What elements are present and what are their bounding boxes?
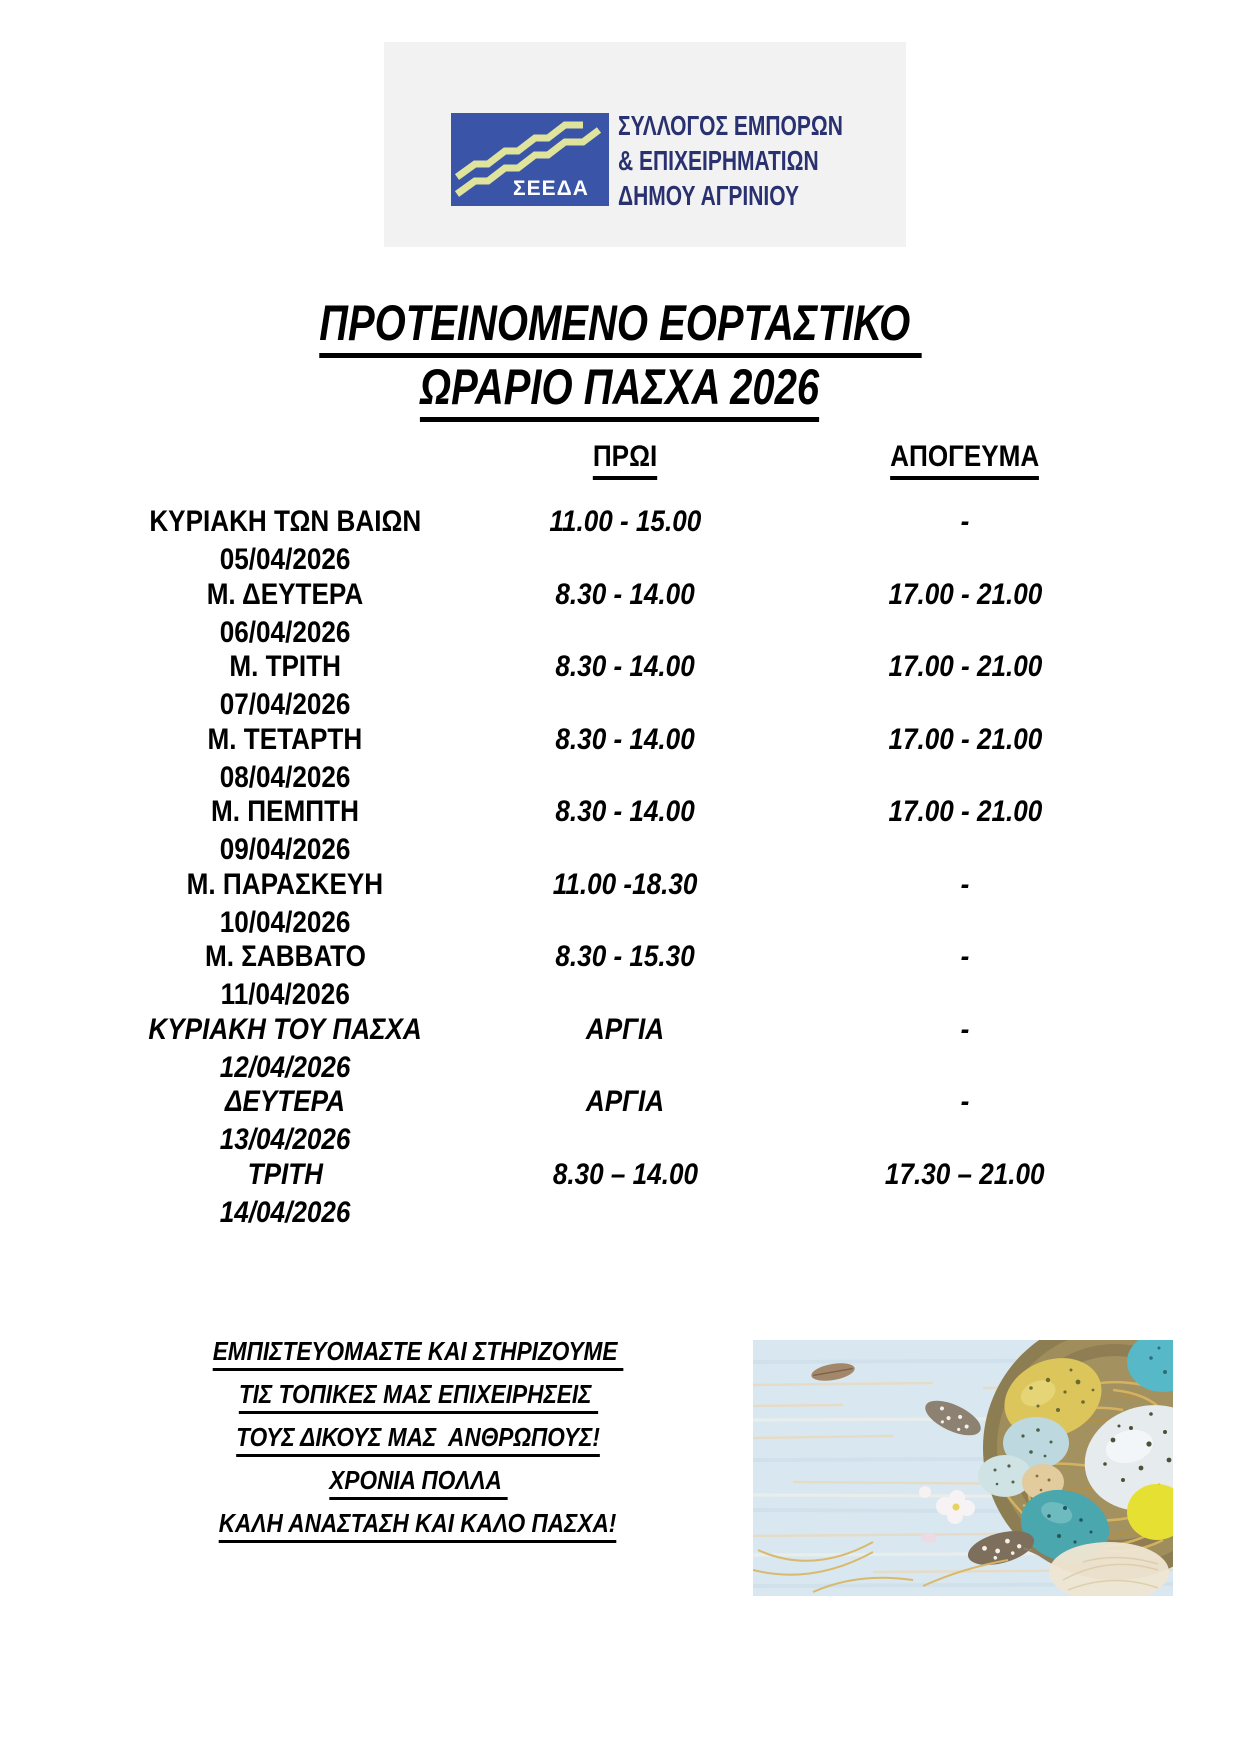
date-label: 14/04/2026 xyxy=(219,1195,351,1229)
day-label: Μ. ΤΡΙΤΗ xyxy=(229,650,341,683)
slogan-line-3: ΤΟΥΣ ΔΙΚΟΥΣ ΜΑΣ ΑΝΘΡΩΠΟΥΣ! xyxy=(236,1422,600,1457)
page-title-line1: ΠΡΟΤΕΙΝΟΜΕΝΟ ΕΟΡΤΑΣΤΙΚΟ xyxy=(319,294,921,358)
morning-hours: 11.00 - 15.00 xyxy=(549,505,701,538)
morning-hours: 8.30 – 14.00 xyxy=(552,1157,698,1191)
slogan-line-2: ΤΙΣ ΤΟΠΙΚΕΣ ΜΑΣ ΕΠΙΧΕΙΡΗΣΕΙΣ xyxy=(238,1379,597,1414)
morning-hours: ΑΡΓΙΑ xyxy=(585,1085,665,1118)
morning-hours: 8.30 - 14.00 xyxy=(555,650,695,683)
schedule-row xyxy=(120,1085,1130,1158)
slogan-line-4: ΧΡΟΝΙΑ ΠΟΛΛΑ xyxy=(329,1465,507,1500)
schedule-row xyxy=(120,723,1130,796)
date-label: 11/04/2026 xyxy=(220,978,350,1011)
day-label: Μ. ΠΑΡΑΣΚΕΥΗ xyxy=(186,867,384,901)
schedule-row xyxy=(120,650,1130,723)
schedule-row xyxy=(120,578,1130,651)
date-label: 07/04/2026 xyxy=(219,688,351,721)
easter-eggs-illustration xyxy=(753,1340,1173,1596)
schedule-row xyxy=(120,795,1130,868)
schedule-row xyxy=(120,1013,1130,1086)
date-label: 06/04/2026 xyxy=(219,615,351,649)
afternoon-hours: - xyxy=(960,940,970,973)
slogan-line-5: ΚΑΛΗ ΑΝΑΣΤΑΣΗ ΚΑΙ ΚΑΛΟ ΠΑΣΧΑ! xyxy=(219,1508,617,1543)
date-label: 05/04/2026 xyxy=(219,543,351,576)
day-label: Μ. ΔΕΥΤΕΡΑ xyxy=(206,577,364,611)
stairs-logo-icon xyxy=(451,113,609,206)
date-label: 08/04/2026 xyxy=(219,760,351,794)
column-header-afternoon: ΑΠΟΓΕΥΜΑ xyxy=(890,440,1039,480)
afternoon-hours: - xyxy=(960,505,970,538)
slogan-line-1: ΕΜΠΙΣΤΕΥΟΜΑΣΤΕ ΚΑΙ ΣΤΗΡΙΖΟΥΜΕ xyxy=(212,1336,623,1371)
morning-hours: 8.30 - 15.30 xyxy=(555,940,695,973)
day-label: Μ. ΠΕΜΠΤΗ xyxy=(211,795,359,828)
date-label: 13/04/2026 xyxy=(219,1123,351,1156)
schedule-row xyxy=(120,1158,1130,1231)
day-label: Μ. ΤΕΤΑΡΤΗ xyxy=(207,722,363,756)
afternoon-hours: - xyxy=(960,1085,970,1118)
afternoon-hours: 17.00 - 21.00 xyxy=(888,795,1042,828)
schedule-table xyxy=(120,440,1130,1230)
date-label: 10/04/2026 xyxy=(219,905,351,939)
org-name xyxy=(618,108,918,213)
date-label: 09/04/2026 xyxy=(219,833,351,866)
day-label: ΔΕΥΤΕΡΑ xyxy=(224,1085,346,1118)
org-name-line1: ΣΥΛΛΟΓΟΣ ΕΜΠΟΡΩΝ xyxy=(618,110,843,141)
morning-hours: 8.30 - 14.00 xyxy=(555,722,695,756)
seeda-logo xyxy=(451,113,609,206)
easter-eggs-photo xyxy=(753,1340,1173,1596)
afternoon-hours: - xyxy=(960,1012,970,1046)
org-name-line2: & ΕΠΙΧΕΙΡΗΜΑΤΙΩΝ xyxy=(618,145,819,176)
afternoon-hours: 17.30 – 21.00 xyxy=(885,1157,1045,1191)
afternoon-hours: - xyxy=(960,867,970,901)
page-title-line2: ΩΡΑΡΙΟ ΠΑΣΧΑ 2026 xyxy=(420,358,819,422)
morning-hours: ΑΡΓΙΑ xyxy=(585,1012,665,1046)
logo-acronym: ΣΕΕΔΑ xyxy=(513,177,589,200)
slogan-block xyxy=(118,1336,718,1551)
org-header-panel xyxy=(384,42,906,247)
day-label: ΤΡΙΤΗ xyxy=(247,1157,323,1191)
org-name-line3: ΔΗΜΟΥ ΑΓΡΙΝΙΟΥ xyxy=(618,180,799,211)
afternoon-hours: 17.00 - 21.00 xyxy=(888,577,1042,611)
schedule-header-row xyxy=(120,440,1130,505)
morning-hours: 11.00 -18.30 xyxy=(552,867,698,901)
column-header-morning: ΠΡΩΙ xyxy=(593,440,657,480)
morning-hours: 8.30 - 14.00 xyxy=(555,577,695,611)
day-label: ΚΥΡΙΑΚΗ ΤΩΝ ΒΑΙΩΝ xyxy=(149,505,421,538)
afternoon-hours: 17.00 - 21.00 xyxy=(888,650,1042,683)
day-label: ΚΥΡΙΑΚΗ ΤΟΥ ΠΑΣΧΑ xyxy=(148,1012,422,1046)
morning-hours: 8.30 - 14.00 xyxy=(555,795,695,828)
day-label: Μ. ΣΑΒΒΑΤΟ xyxy=(204,940,366,973)
afternoon-hours: 17.00 - 21.00 xyxy=(888,722,1042,756)
schedule-row xyxy=(120,940,1130,1013)
schedule-row xyxy=(120,868,1130,941)
schedule-row xyxy=(120,505,1130,578)
date-label: 12/04/2026 xyxy=(219,1050,351,1084)
page-title xyxy=(0,294,1240,422)
